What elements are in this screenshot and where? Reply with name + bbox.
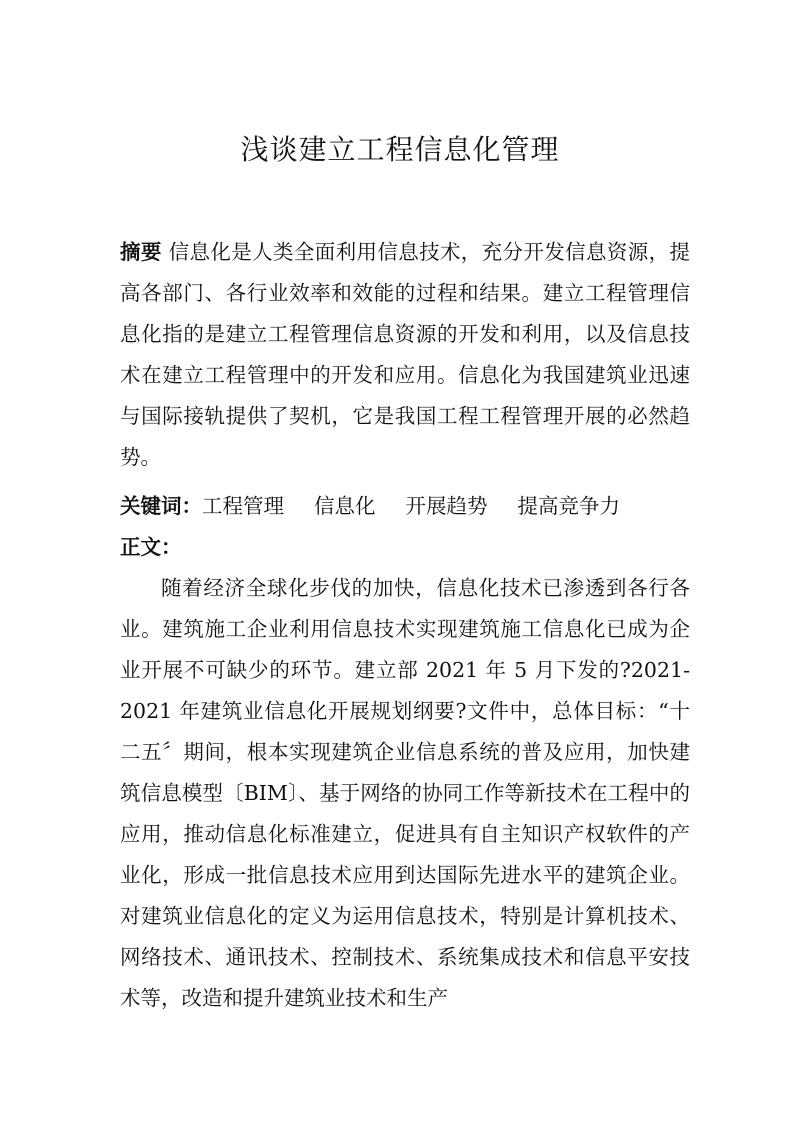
keywords-label: 关键词： bbox=[120, 494, 202, 518]
keyword-item: 信息化 bbox=[314, 494, 376, 518]
abstract-label: 摘要 bbox=[120, 240, 162, 264]
keyword-item: 开展趋势 bbox=[405, 494, 488, 518]
abstract-text: 信息化是人类全面利用信息技术，充分开发信息资源，提高各部门、各行业效率和效能的过程和结果。建立工程管理信息化指的是建立工程管理信息资源的开发和利用，以及信息技术在建立工程管理中的开发和应用。信息化为我国建筑业迅速与国际接轨提供了契机，它是我国工程工程管理开展的必然趋势。 bbox=[120, 240, 691, 469]
keyword-item: 提高竞争力 bbox=[517, 494, 620, 518]
body-paragraph: 随着经济全球化步伐的加快，信息化技术已渗透到各行各业。建筑施工企业利用信息技术实现建筑施工信息化已成为企业开展不可缺少的环节。建立部 2021 年 5 月下发的?2021-2021 年建筑业信息化开展规划纲要?文件中，总体目标：“十二五〞期间，根本实现建筑企业信息系统的普及应用，加快建筑信息模型〔BIM〕、基于网络的协同工作等新技术在工程中的应用，推动信息化标准建立，促进具有自主知识产权软件的产业化，形成一批信息技术应用到达国际先进水平的建筑企业。对建筑业信息化的定义为运用信息技术，特别是计算机技术、网络技术、通讯技术、控制技术、系统集成技术和信息平安技术等，改造和提升建筑业技术和生产 bbox=[120, 576, 690, 1010]
body-label: 正文： bbox=[120, 535, 182, 559]
keywords-section bbox=[120, 486, 690, 527]
document-title: 浅谈建立工程信息化管理 bbox=[240, 133, 560, 166]
keyword-item: 工程管理 bbox=[202, 494, 284, 518]
abstract-section bbox=[120, 232, 690, 478]
